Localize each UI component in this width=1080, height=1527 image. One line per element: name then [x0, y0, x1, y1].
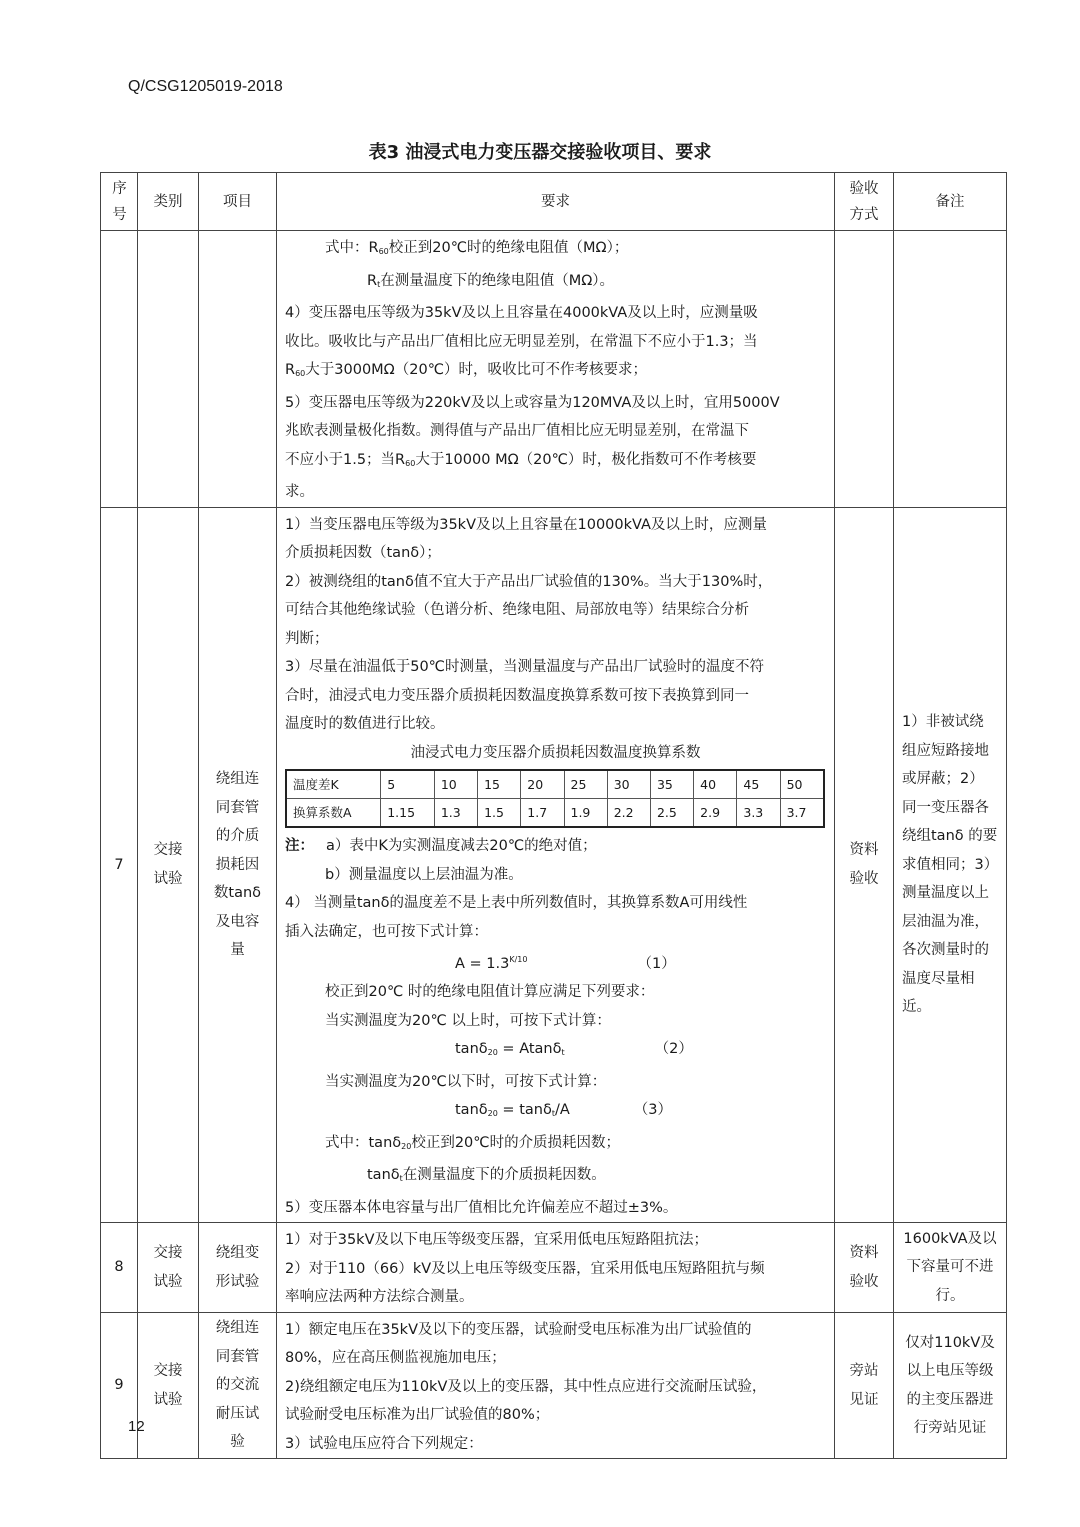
cell-item: 绕组连同套管的介质损耗因数tanδ及电容量 [199, 507, 277, 1223]
cell-seq: 7 [101, 507, 138, 1223]
coef-row-label: 温度差K [286, 770, 381, 799]
req-line: 判断； [285, 630, 329, 647]
cell-requirement [277, 507, 835, 1223]
coef-cell: 20 [521, 770, 564, 799]
table-title: 表3 油浸式电力变压器交接验收项目、要求 [368, 142, 712, 163]
req-line: 1）当变压器电压等级为35kV及以上且容量在10000kVA及以上时，应测量 [285, 516, 767, 533]
req-line: $R_t$在测量温度下的绝缘电阻值（MΩ）。 [367, 272, 615, 289]
cell-item: 绕组变形试验 [199, 1223, 277, 1313]
coef-cell: 40 [694, 770, 737, 799]
equation-1: $A = 1.3^{K/10}$ （1） [455, 955, 676, 972]
page-number: 12 [128, 1418, 145, 1435]
req-line: $R_{60}$大于3000MΩ（20℃）时，吸收比可不作考核要求； [285, 362, 647, 378]
req-line: 5）变压器本体电容量与出厂值相比允许偏差应不超过±3%。 [285, 1199, 678, 1216]
coef-cell: 1.9 [564, 799, 607, 828]
coef-cell: 1.3 [434, 799, 477, 828]
coef-cell: 45 [737, 770, 780, 799]
coef-cell: 3.7 [780, 799, 824, 828]
req-line: 2)绕组额定电压为110kV及以上的变压器，其中性点应进行交流耐压试验， [285, 1378, 767, 1395]
req-line: 2）被测绕组的tanδ值不宜大于产品出厂试验值的130%。当大于130%时， [285, 573, 773, 590]
req-line: 率响应法两种方法综合测量。 [285, 1289, 474, 1306]
cell-remarks: 仅对110kV及以上电压等级的主变压器进行旁站见证 [894, 1312, 1007, 1459]
cell-category: 交接试验 [138, 1312, 199, 1459]
coef-cell: 2.5 [650, 799, 693, 828]
coef-cell: 1.7 [521, 799, 564, 828]
req-line: 80%，应在高压侧监视施加电压； [285, 1350, 506, 1367]
req-line: 兆欧表测量极化指数。测得值与产品出厂值相比应无明显差别，在常温下 [285, 423, 749, 439]
coef-cell: 25 [564, 770, 607, 799]
req-line: 1）额定电压在35kV及以下的变压器，试验耐受电压标准为出厂试验值的 [285, 1321, 752, 1338]
cell-method: 旁站见证 [835, 1312, 894, 1459]
coef-cell: 1.15 [381, 799, 435, 828]
req-line: 求。 [285, 484, 314, 500]
table-row-9 [101, 1312, 1007, 1459]
table-row-continued [101, 231, 1007, 508]
header-category: 类别 [138, 173, 199, 231]
cell-seq: 9 [101, 1312, 138, 1459]
cell-seq-empty [101, 231, 138, 508]
req-line: tanδ$_t$在测量温度下的介质损耗因数。 [367, 1167, 606, 1184]
coef-row-a [286, 799, 824, 828]
coef-cell: 30 [607, 770, 650, 799]
header-method: 验收方式 [835, 173, 894, 231]
header-row [101, 173, 1007, 231]
coef-table-title: 油浸式电力变压器介质损耗因数温度换算系数 [410, 744, 701, 761]
req-line: 校正到20℃ 时的绝缘电阻值计算应满足下列要求： [325, 984, 655, 1001]
cell-requirement [277, 231, 835, 508]
cell-method: 资料验收 [835, 1223, 894, 1313]
req-line: 式中：$R_{60}$校正到20℃时的绝缘电阻值（MΩ）； [325, 240, 629, 256]
cell-remarks-empty [894, 231, 1007, 508]
cell-seq: 8 [101, 1223, 138, 1313]
coef-cell: 15 [478, 770, 521, 799]
cell-item-empty [199, 231, 277, 508]
req-line: 可结合其他绝缘试验（色谱分析、绝缘电阻、局部放电等）结果综合分析 [285, 602, 749, 618]
req-line: 当实测温度为20℃以下时，可按下式计算： [325, 1073, 607, 1090]
acceptance-table [100, 172, 1007, 1459]
document-code: Q/CSG1205019-2018 [128, 78, 283, 95]
coef-cell: 35 [650, 770, 693, 799]
req-line: 插入法确定，也可按下式计算： [285, 923, 488, 940]
req-line: 3）试验电压应符合下列规定： [285, 1435, 483, 1452]
cell-category-empty [138, 231, 199, 508]
table-row-8 [101, 1223, 1007, 1313]
cell-method: 资料验收 [835, 507, 894, 1223]
req-line: 4）变压器电压等级为35kV及以上且容量在4000kVA及以上时，应测量吸 [285, 305, 758, 321]
req-line: 当实测温度为20℃ 以上时，可按下式计算： [325, 1012, 611, 1029]
req-line: 5）变压器电压等级为220kV及以上或容量为120MVA及以上时，宜用5000V [285, 394, 780, 411]
req-line: 收比。吸收比与产品出厂值相比应无明显差别，在常温下不应小于1.3；当 [285, 333, 758, 350]
req-line: 介质损耗因数（tanδ）； [285, 545, 441, 561]
coef-cell: 2.9 [694, 799, 737, 828]
req-line: 合时，油浸式电力变压器介质损耗因数温度换算系数可按下表换算到同一 [285, 687, 749, 704]
table-row-7 [101, 507, 1007, 1223]
coef-cell: 50 [780, 770, 824, 799]
cell-category: 交接试验 [138, 1223, 199, 1313]
header-remarks: 备注 [894, 173, 1007, 231]
coef-row-label: 换算系数A [286, 799, 381, 828]
header-item: 项目 [199, 173, 277, 231]
req-line: 不应小于1.5；当$R_{60}$大于10000 MΩ（20℃）时，极化指数可不作考核要 [285, 451, 757, 468]
equation-3: tanδ$_{20}$ = tanδ$_t$/A （3） [455, 1102, 673, 1119]
cell-category: 交接试验 [138, 507, 199, 1223]
equation-2: tanδ$_{20}$ = Atanδ$_t$ （2） [455, 1041, 693, 1058]
coef-cell: 5 [381, 770, 435, 799]
cell-remarks: 1600kVA及以下容量可不进行。 [894, 1223, 1007, 1313]
coef-cell: 1.5 [478, 799, 521, 828]
coef-cell: 10 [434, 770, 477, 799]
req-line: 试验耐受电压标准为出厂试验值的80%； [285, 1407, 550, 1424]
req-line: 注： a）表中K为实测温度减去20℃的绝对值； [285, 838, 597, 854]
req-line: 式中：tanδ$_{20}$校正到20℃时的介质损耗因数； [325, 1134, 621, 1151]
coef-table [285, 769, 825, 828]
req-line: 1）对于35kV及以下电压等级变压器，宜采用低电压短路阻抗法； [285, 1232, 708, 1249]
cell-method-empty [835, 231, 894, 508]
req-line: 2）对于110（66）kV及以上电压等级变压器，宜采用低电压短路阻抗与频 [285, 1260, 765, 1277]
cell-item: 绕组连同套管的交流耐压试验 [199, 1312, 277, 1459]
cell-remarks: 1）非被试绕组应短路接地或屏蔽；2）同一变压器各绕组tanδ 的要求值相同；3）测量温度以上层油温为准，各次测量时的温度尽量相近。 [894, 507, 1007, 1223]
coef-row-k [286, 770, 824, 799]
coef-cell: 2.2 [607, 799, 650, 828]
coef-cell: 3.3 [737, 799, 780, 828]
req-line: 4） 当测量tanδ的温度差不是上表中所列数值时，其换算系数A可用线性 [285, 895, 748, 911]
cell-requirement [277, 1312, 835, 1459]
header-seq: 序号 [101, 173, 138, 231]
req-line: b）测量温度以上层油温为准。 [325, 866, 523, 883]
header-requirement: 要求 [277, 173, 835, 231]
cell-requirement [277, 1223, 835, 1313]
req-line: 温度时的数值进行比较。 [285, 716, 445, 732]
req-line: 3）尽量在油温低于50℃时测量，当测量温度与产品出厂试验时的温度不符 [285, 659, 764, 675]
